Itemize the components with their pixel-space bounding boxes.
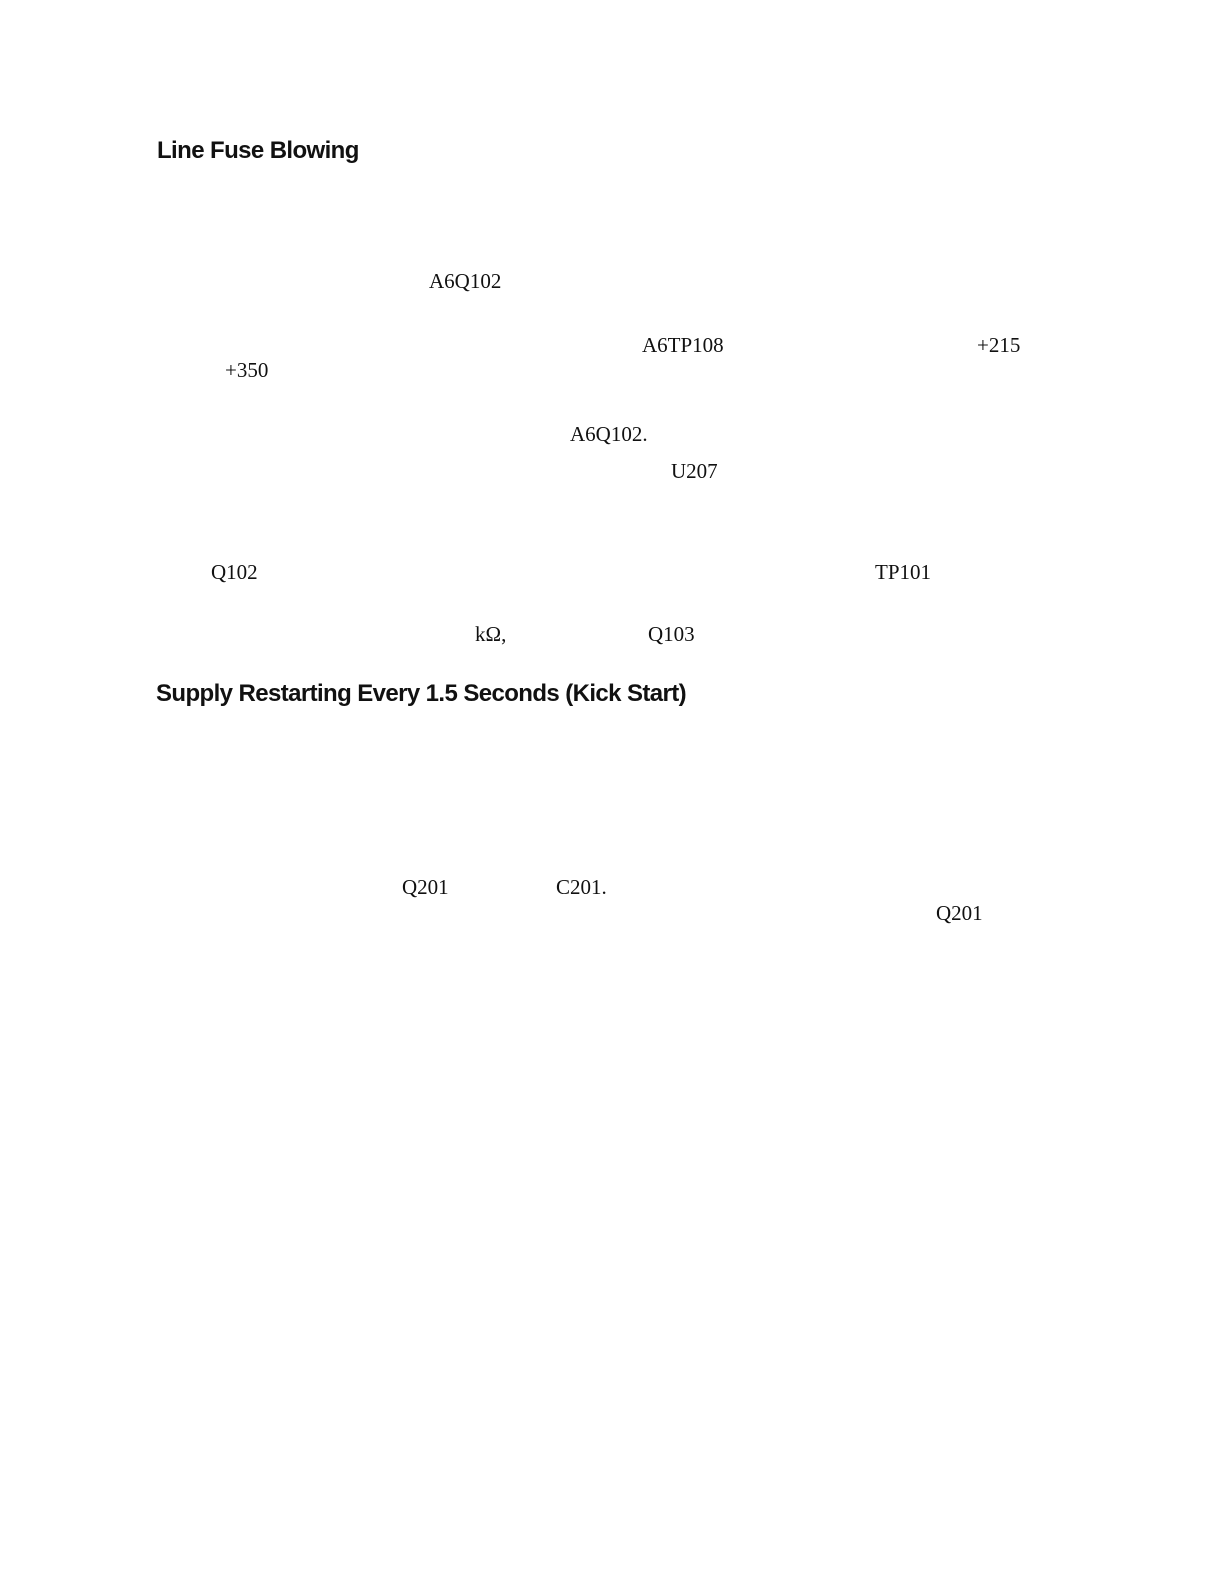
- ref-a6q102-period: A6Q102.: [570, 422, 648, 446]
- ref-plus-350: +350: [225, 358, 269, 382]
- ref-q201: Q201: [402, 875, 449, 899]
- ref-q103: Q103: [648, 622, 695, 646]
- ref-plus-215: +215: [977, 333, 1021, 357]
- ref-c201: C201.: [556, 875, 607, 899]
- ref-kilohm: kΩ,: [475, 622, 507, 646]
- ref-a6q102: A6Q102: [429, 269, 502, 293]
- ref-a6tp108: A6TP108: [642, 333, 724, 357]
- ref-q201-second: Q201: [936, 901, 983, 925]
- ref-q102: Q102: [211, 560, 258, 584]
- ref-u207: U207: [671, 459, 718, 483]
- ref-tp101: TP101: [875, 560, 932, 584]
- section-heading-supply-restarting: Supply Restarting Every 1.5 Seconds (Kick Start): [156, 680, 687, 707]
- section-heading-line-fuse-blowing: Line Fuse Blowing: [157, 137, 359, 164]
